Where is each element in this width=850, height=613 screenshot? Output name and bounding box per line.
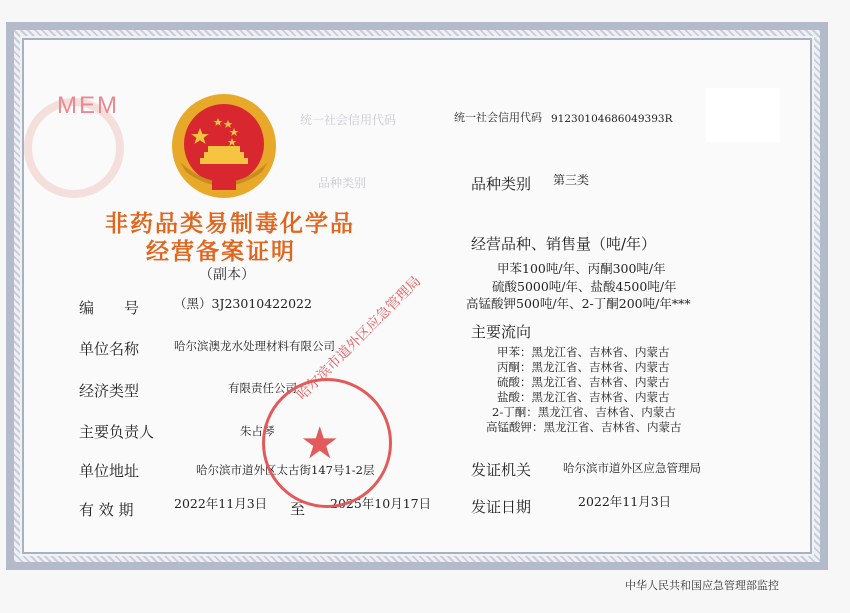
flow-line-1: 甲苯：黑龙江省、吉林省、内蒙古 [497,345,670,359]
category-label: 品种类别 [471,175,532,193]
company-label: 单位名称 [79,340,140,358]
product-line-3: 高锰酸钾500吨/年、2-丁酮200吨/年*** [466,296,691,311]
flow-line-3: 硫酸：黑龙江省、吉林省、内蒙古 [497,375,670,389]
inner-border [22,38,812,554]
validity-from: 2022年11月3日 [174,496,268,511]
flow-line-2: 丙酮：黑龙江省、吉林省、内蒙古 [497,360,670,374]
validity-label: 有 效 期 [79,501,134,519]
issuer-value: 哈尔滨市道外区应急管理局 [563,461,701,475]
issue-date-label: 发证日期 [471,498,532,516]
copy-label: （副本） [199,267,255,283]
flow-line-5: 2-丁酮：黑龙江省、吉林省、内蒙古 [492,405,676,419]
category-value: 第三类 [553,173,590,187]
ghost-credit-label: 统一社会信用代码 [300,113,397,127]
flow-line-6: 高锰酸钾：黑龙江省、吉林省、内蒙古 [486,420,682,434]
issue-date-value: 2022年11月3日 [578,494,672,509]
flow-label: 主要流向 [471,323,532,341]
company-value: 哈尔滨澳龙水处理材料有限公司 [174,339,335,353]
products-label: 经营品种、销售量（吨/年） [471,235,657,253]
certificate-title: 非药品类易制毒化学品 [105,211,355,237]
validity-to: 2025年10月17日 [330,496,432,511]
product-line-1: 甲苯100吨/年、丙酮300吨/年 [497,261,666,276]
supervision-footer: 中华人民共和国应急管理部监控 [625,579,779,592]
stamp-star-icon: ★ [300,418,340,469]
credit-code-label: 统一社会信用代码 [454,111,542,124]
economy-type-label: 经济类型 [79,382,140,400]
number-label: 编 号 [79,299,140,317]
address-label: 单位地址 [79,462,140,480]
certificate-subtitle: 经营备案证明 [146,239,296,265]
address-value: 哈尔滨市道外区太古街147号1-2层 [196,463,375,477]
validity-to-label: 至 [290,500,306,518]
stamp-text: 哈尔滨市道外区应急管理局 [294,273,425,404]
ghost-product-label: 品种类别 [318,176,367,190]
responsible-person-value: 朱占琴 [240,424,275,438]
economy-type-value: 有限责任公司 [228,381,297,395]
blank-patch [706,88,780,142]
mem-watermark: MEM [57,92,119,119]
issuer-label: 发证机关 [471,461,532,479]
responsible-person-label: 主要负责人 [79,423,155,441]
credit-code-value: 91230104686049393R [551,113,673,125]
number-value: （黑）3J23010422022 [174,296,312,311]
product-line-2: 硫酸5000吨/年、盐酸4500吨/年 [492,279,677,294]
national-emblem-icon [170,92,278,200]
flow-line-4: 盐酸：黑龙江省、吉林省、内蒙古 [497,390,670,404]
